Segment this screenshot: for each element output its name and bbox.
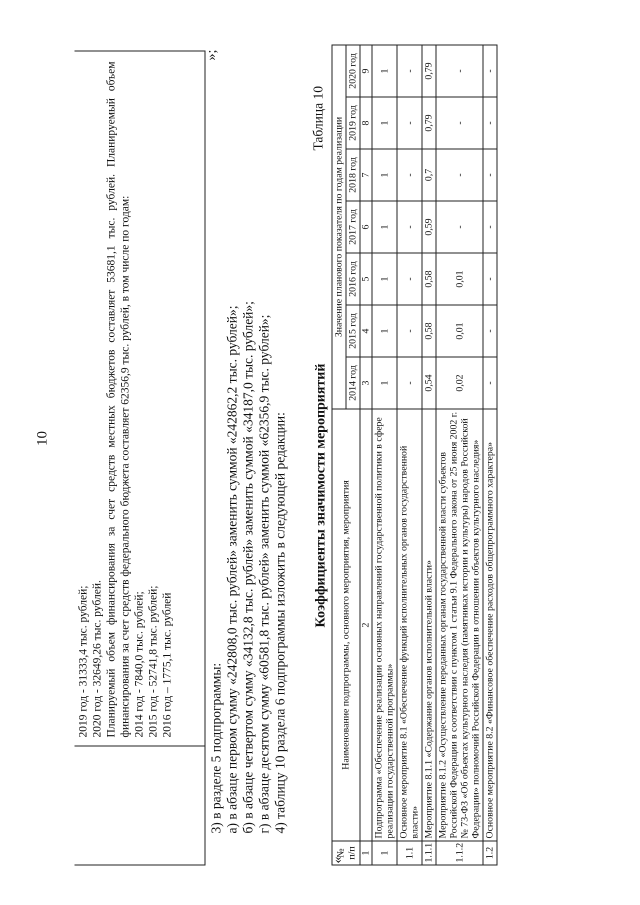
row-value: - xyxy=(397,357,422,409)
row-value: 1 xyxy=(372,201,397,253)
row-value: 1 xyxy=(372,149,397,201)
row-num: 1 xyxy=(372,841,397,865)
row-num: 1.2 xyxy=(483,841,497,865)
row-value: - xyxy=(483,357,497,409)
row-num: 1.1.1 xyxy=(422,841,436,865)
funding-line: 2019 год - 31333,4 тыс. рублей; xyxy=(77,585,89,737)
row-name: Основное мероприятие 8.2 «Финансовое обеспечение расходов общепрограммного характера» xyxy=(483,409,497,841)
row-value: 1 xyxy=(372,44,397,96)
row-value: - xyxy=(397,149,422,201)
row-value: 0,7 xyxy=(422,149,436,201)
row-value: 0,58 xyxy=(422,253,436,305)
funding-year: 2015 год - 52741,8 тыс. рублей; xyxy=(147,585,159,737)
row-value: - xyxy=(436,201,483,253)
row-value: 0,02 xyxy=(436,357,483,409)
column-index: 3 xyxy=(360,357,372,409)
funding-year: 2016 год – 1775,1 тыс. рублей xyxy=(161,592,173,737)
header-year: 2016 год xyxy=(346,253,360,305)
table-caption: Таблица 10 xyxy=(310,85,325,150)
table-divider xyxy=(74,745,204,746)
column-index: 2 xyxy=(360,409,372,841)
previous-table-fragment xyxy=(74,50,205,865)
row-value: - xyxy=(436,149,483,201)
row-value: - xyxy=(483,305,497,357)
header-name: Наименование подпрограммы, основного мероприятия, мероприятия xyxy=(332,409,360,841)
row-value: 0,01 xyxy=(436,305,483,357)
header-year: 2020 год xyxy=(346,44,360,96)
table-row xyxy=(397,44,422,864)
column-index: 5 xyxy=(360,253,372,305)
funding-text-cell xyxy=(76,61,174,737)
row-value: - xyxy=(436,97,483,149)
row-value: - xyxy=(483,44,497,96)
row-value: 1 xyxy=(372,305,397,357)
header-num: № п/п xyxy=(332,841,360,865)
row-value: 0,54 xyxy=(422,357,436,409)
table-row xyxy=(483,44,497,864)
column-index: 8 xyxy=(360,97,372,149)
opening-quote: « xyxy=(330,856,345,863)
row-value: - xyxy=(397,305,422,357)
row-name: Мероприятие 8.1.2 «Осуществление переданных органам государственной власти субъектов Российской Федерации в соответствии с пунктом 1 статьи 9.1 Федерального закона от 25 июня 2002 г. № 73-ФЗ «Об объектах культурного наследия (памятниках истории и культуры) народов Российской Федерации» полномочий Российской Федерации в отношении объектов культурного наследия» xyxy=(436,409,483,841)
table-title: Коэффициенты значимости мероприятий xyxy=(313,363,328,627)
row-value: 0,58 xyxy=(422,305,436,357)
row-value: 0,01 xyxy=(436,253,483,305)
column-index: 4 xyxy=(360,305,372,357)
row-value: - xyxy=(483,97,497,149)
amendment-item: 4) таблицу 10 раздела 6 подпрограммы изложить в следующей редакции: xyxy=(272,411,287,833)
column-index: 9 xyxy=(360,44,372,96)
header-year: 2015 год xyxy=(346,305,360,357)
header-year: 2014 год xyxy=(346,357,360,409)
funding-paragraph: Планируемый объем финансирования за счет средств местных бюджетов составляет 53681,1 тыс. рублей. Планируемый объем финансирования за счет средств федерального бюджета составляет 62356,9 тыс. рублей, в том числе по годам: xyxy=(105,61,131,737)
row-value: - xyxy=(397,97,422,149)
row-value: - xyxy=(397,201,422,253)
header-year: 2018 год xyxy=(346,149,360,201)
amendments-list xyxy=(208,33,288,833)
coefficients-table xyxy=(331,44,497,865)
table-row xyxy=(372,44,397,864)
page-number: 10 xyxy=(34,431,51,446)
amendment-item: а) в абзаце первом сумму «242808,0 тыс. рублей» заменить суммой «242862,2 тыс. рублей»; xyxy=(224,304,239,833)
row-value: 0,59 xyxy=(422,201,436,253)
funding-year: 2014 год - 7840,0 тыс. рублей; xyxy=(133,590,145,737)
row-name: Основное мероприятие 8.1 «Обеспечение функций исполнительных органов государственной власти» xyxy=(397,409,422,841)
row-value: - xyxy=(483,253,497,305)
column-index-row xyxy=(360,44,372,864)
column-index: 1 xyxy=(360,841,372,865)
amendment-item: б) в абзаце четвертом сумму «34132,8 тыс. рублей» заменить суммой «34187,0 тыс. рублей»; xyxy=(240,300,255,833)
row-name: Мероприятие 8.1.1 «Содержание органов исполнительной власти» xyxy=(422,409,436,841)
table-row xyxy=(436,44,483,864)
row-value: - xyxy=(397,253,422,305)
row-value: - xyxy=(483,201,497,253)
row-name: Подпрограмма «Обеспечение реализации основных направлений государственной политики в сфере реализации государственной программы» xyxy=(372,409,397,841)
row-value: 0,79 xyxy=(422,97,436,149)
header-year: 2019 год xyxy=(346,97,360,149)
funding-line: 2020 год - 32649,26 тыс. рублей. xyxy=(91,579,103,737)
row-num: 1.1.2 xyxy=(436,841,483,865)
row-value: - xyxy=(397,44,422,96)
row-num: 1.1 xyxy=(397,841,422,865)
header-year: 2017 год xyxy=(346,201,360,253)
closing-quote: »; xyxy=(204,49,219,60)
row-value: 1 xyxy=(372,97,397,149)
row-value: 1 xyxy=(372,253,397,305)
column-index: 6 xyxy=(360,201,372,253)
row-value: 1 xyxy=(372,357,397,409)
table-row xyxy=(422,44,436,864)
row-value: 0,79 xyxy=(422,44,436,96)
header-years-group: Значение планового показателя по годам реализации xyxy=(332,44,346,408)
amendment-item: 3) в разделе 5 подпрограммы: xyxy=(208,662,223,833)
row-value: - xyxy=(483,149,497,201)
column-index: 7 xyxy=(360,149,372,201)
amendment-item: г) в абзаце десятом сумму «60581,8 тыс. рублей» заменить суммой «62356,9 тыс. рублей»; xyxy=(256,314,271,833)
row-value: - xyxy=(436,44,483,96)
